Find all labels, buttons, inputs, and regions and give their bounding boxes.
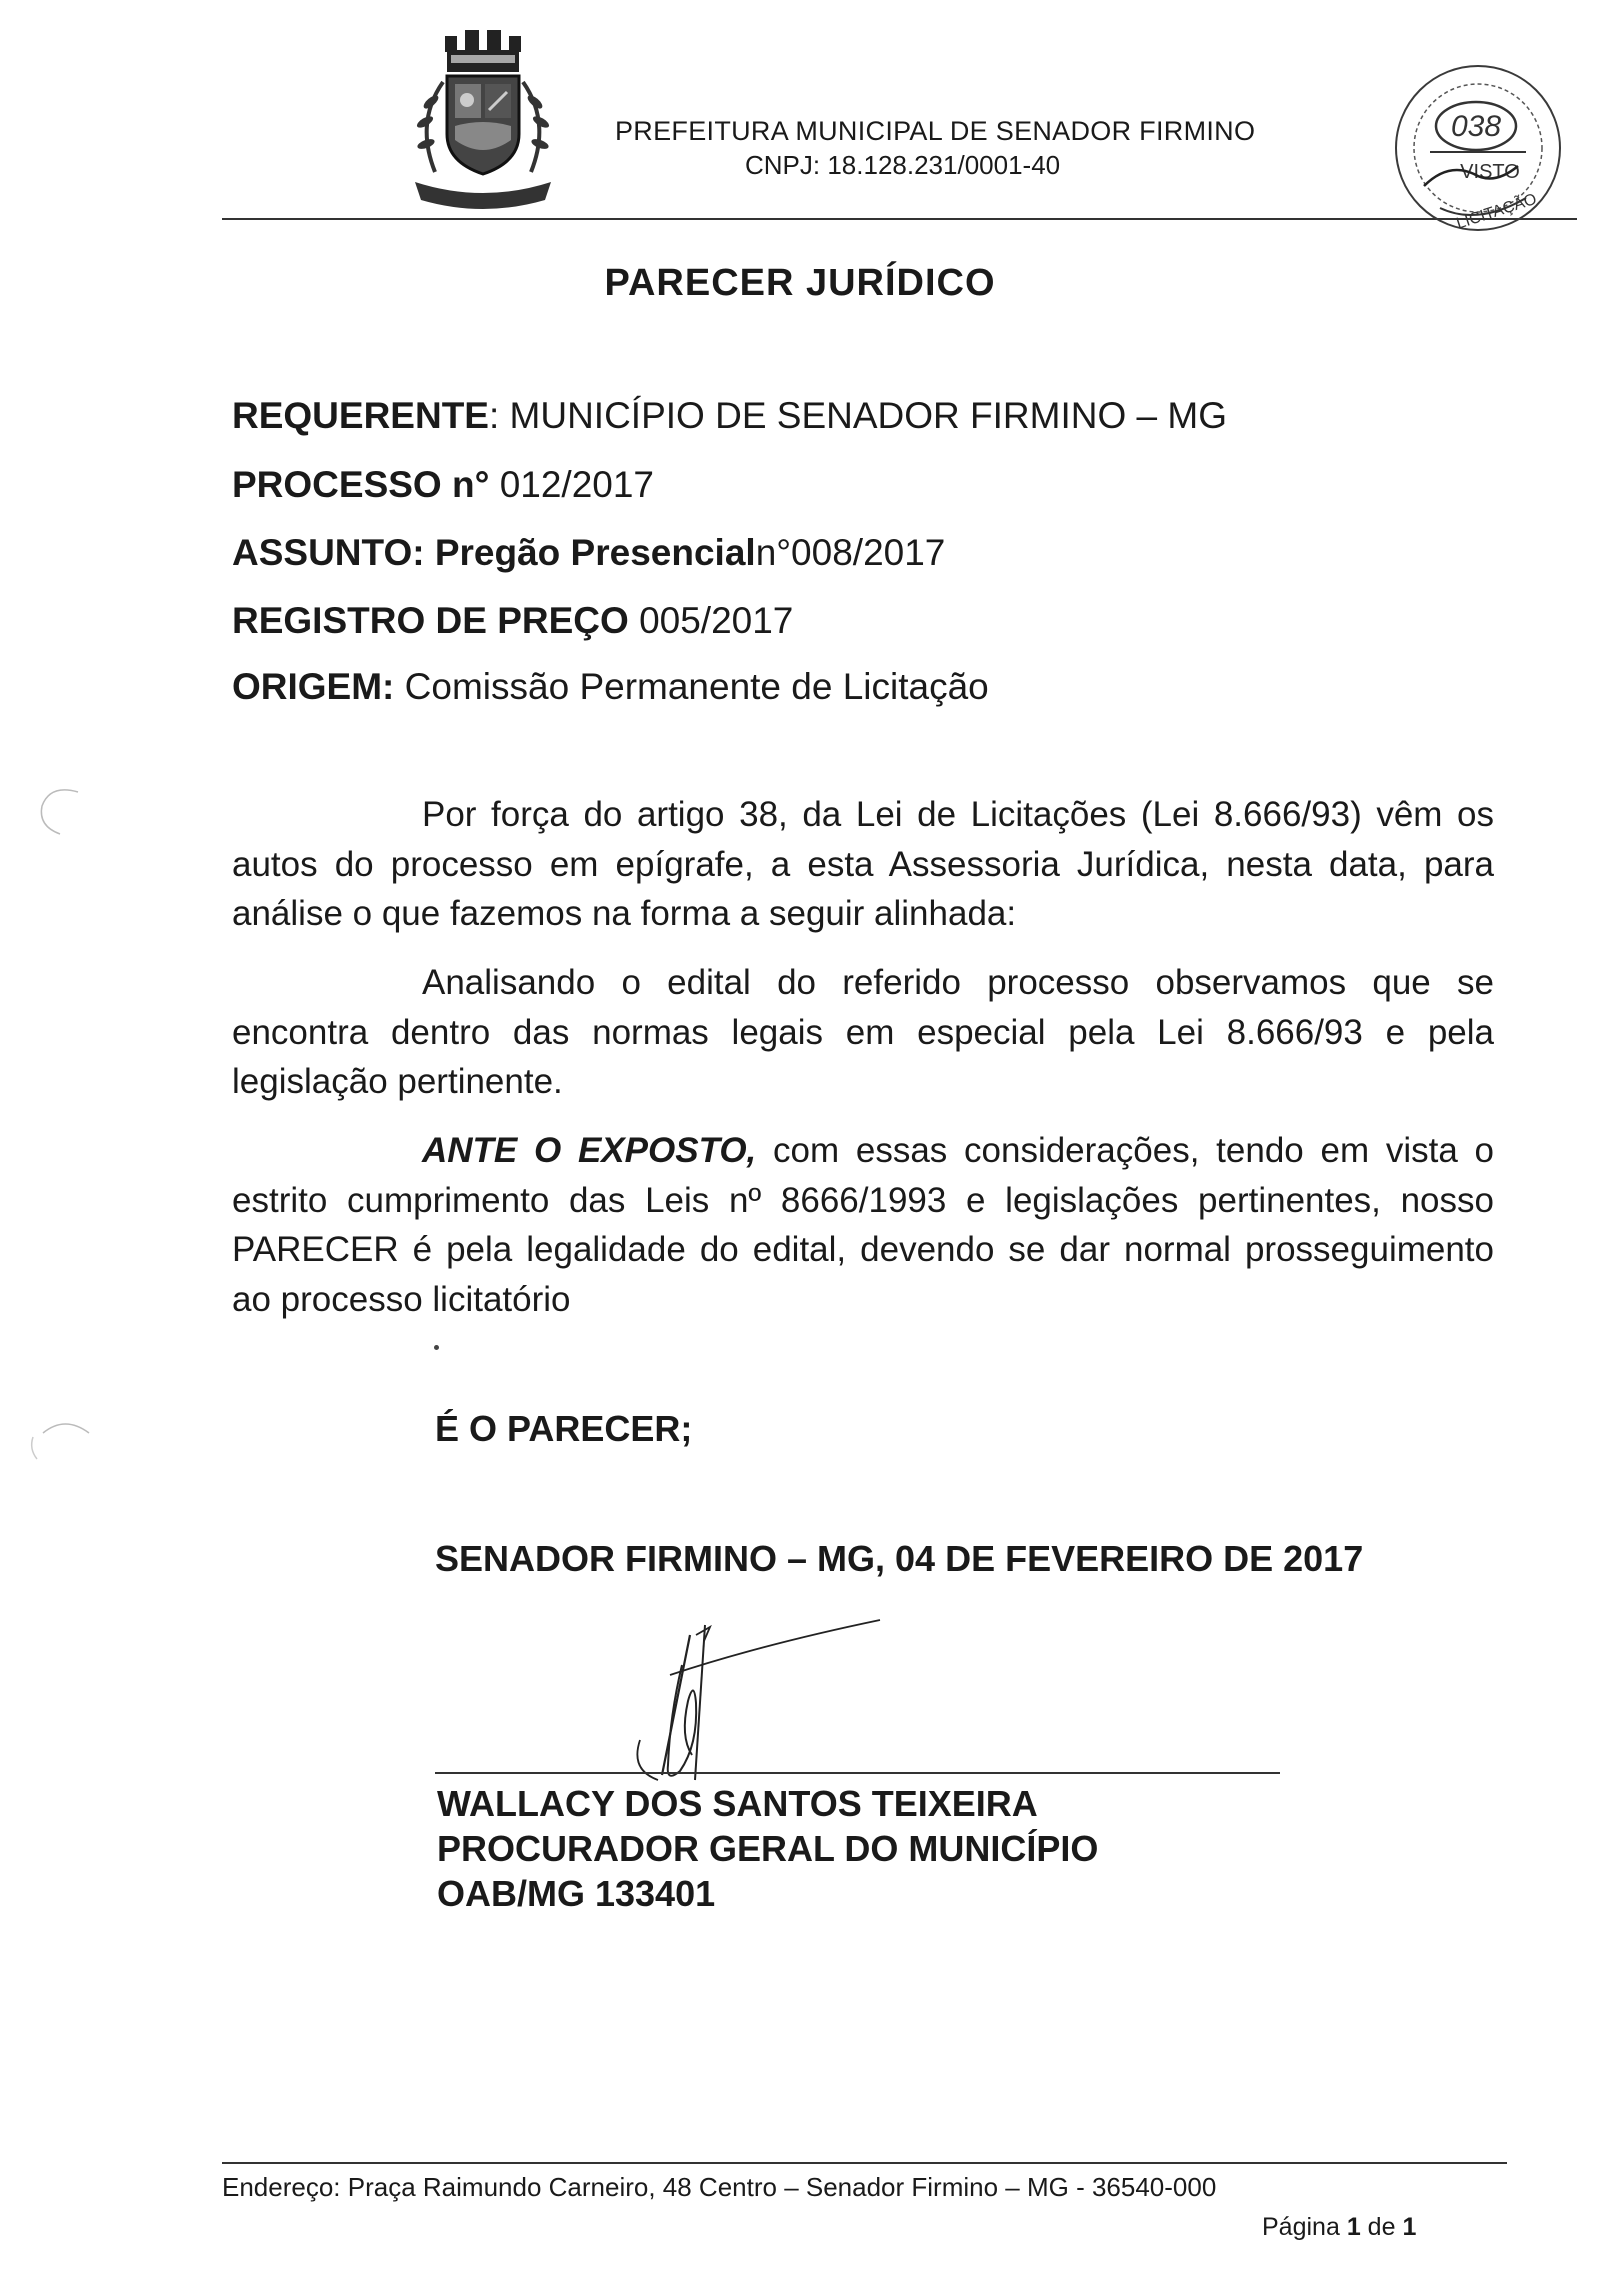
requerente-label: REQUERENTE <box>232 395 489 436</box>
assunto-field <box>232 532 945 574</box>
page-of: de <box>1367 2213 1396 2241</box>
svg-text:VISTO: VISTO <box>1460 161 1520 183</box>
margin-mark <box>25 1415 95 1470</box>
paragraph-1-text: Por força do artigo 38, da Lei de Licitações (Lei 8.666/93) vêm os autos do processo em epígrafe, a esta Assessoria Jurídica, nesta data, para análise o que fazemos na forma a seguir alinhada: <box>232 795 1494 933</box>
requerente-colon: : <box>488 395 510 436</box>
paragraph-3-lead: ANTE O EXPOSTO, <box>422 1131 757 1170</box>
footer-divider <box>222 2162 1507 2164</box>
signatory-name: WALLACY DOS SANTOS TEIXEIRA <box>437 1783 1038 1824</box>
paragraph-2-text: Analisando o edital do referido processo observamos que se encontra dentro das normas legais em especial pela Lei 8.666/93 e pela legislação pertinente. <box>232 963 1494 1101</box>
registro-field <box>232 600 793 642</box>
requerente-field <box>232 395 1227 437</box>
origem-value: Comissão Permanente de Licitação <box>404 666 989 707</box>
svg-text:LICITAÇÃO: LICITAÇÃO <box>1454 190 1539 233</box>
licitacao-visto-stamp <box>1378 58 1578 238</box>
origem-label: ORIGEM: <box>232 666 395 707</box>
paragraph-3-text: com essas considerações, tendo em vista o estrito cumprimento das Leis nº 8666/1993 e legislações pertinentes, nosso PARECER é pela legalidade do edital, devendo se dar normal prosseguimento ao processo licitatório <box>232 1131 1494 1319</box>
page-number <box>1262 2213 1416 2242</box>
header-cnpj: CNPJ: 18.128.231/0001-40 <box>745 150 1061 180</box>
header-title: PREFEITURA MUNICIPAL DE SENADOR FIRMINO <box>615 116 1256 146</box>
svg-text:038: 038 <box>1450 110 1502 143</box>
processo-label: PROCESSO n° <box>232 464 490 505</box>
signature-line <box>435 1772 1280 1774</box>
assunto-bold: Pregão Presencial <box>434 532 756 573</box>
registro-value: 005/2017 <box>639 600 794 641</box>
page-total: 1 <box>1402 2213 1417 2241</box>
paragraph-2 <box>232 958 1494 1107</box>
footer-address-text: Praça Raimundo Carneiro, 48 Centro – Senador Firmino – MG - 36540-000 <box>340 2172 1217 2202</box>
page-current: 1 <box>1346 2213 1361 2241</box>
assunto-value: n°008/2017 <box>755 532 946 573</box>
assunto-label: ASSUNTO: <box>232 532 425 573</box>
place-date-line: SENADOR FIRMINO – MG, 04 DE FEVEREIRO DE 2017 <box>435 1538 1364 1579</box>
document-title: PARECER JURÍDICO <box>604 262 996 304</box>
paragraph-3 <box>232 1126 1494 1324</box>
footer-address <box>222 2172 1216 2203</box>
page-word: Página <box>1262 2213 1340 2241</box>
stray-dot <box>434 1345 439 1350</box>
signatory-role: PROCURADOR GERAL DO MUNICÍPIO <box>437 1828 1099 1869</box>
registro-label: REGISTRO DE PREÇO <box>232 600 629 641</box>
margin-mark <box>30 782 85 842</box>
footer-address-label: Endereço: <box>222 2172 341 2202</box>
handwritten-signature <box>600 1605 900 1790</box>
processo-value: 012/2017 <box>499 464 655 505</box>
municipal-crest-icon <box>395 22 570 217</box>
paragraph-1 <box>232 790 1494 939</box>
processo-field <box>232 464 654 506</box>
closing-statement: É O PARECER; <box>435 1408 693 1449</box>
origem-field <box>232 666 989 708</box>
signatory-oab: OAB/MG 133401 <box>437 1873 716 1914</box>
header-divider <box>222 218 1577 220</box>
requerente-value: MUNICÍPIO DE SENADOR FIRMINO – MG <box>509 395 1227 436</box>
